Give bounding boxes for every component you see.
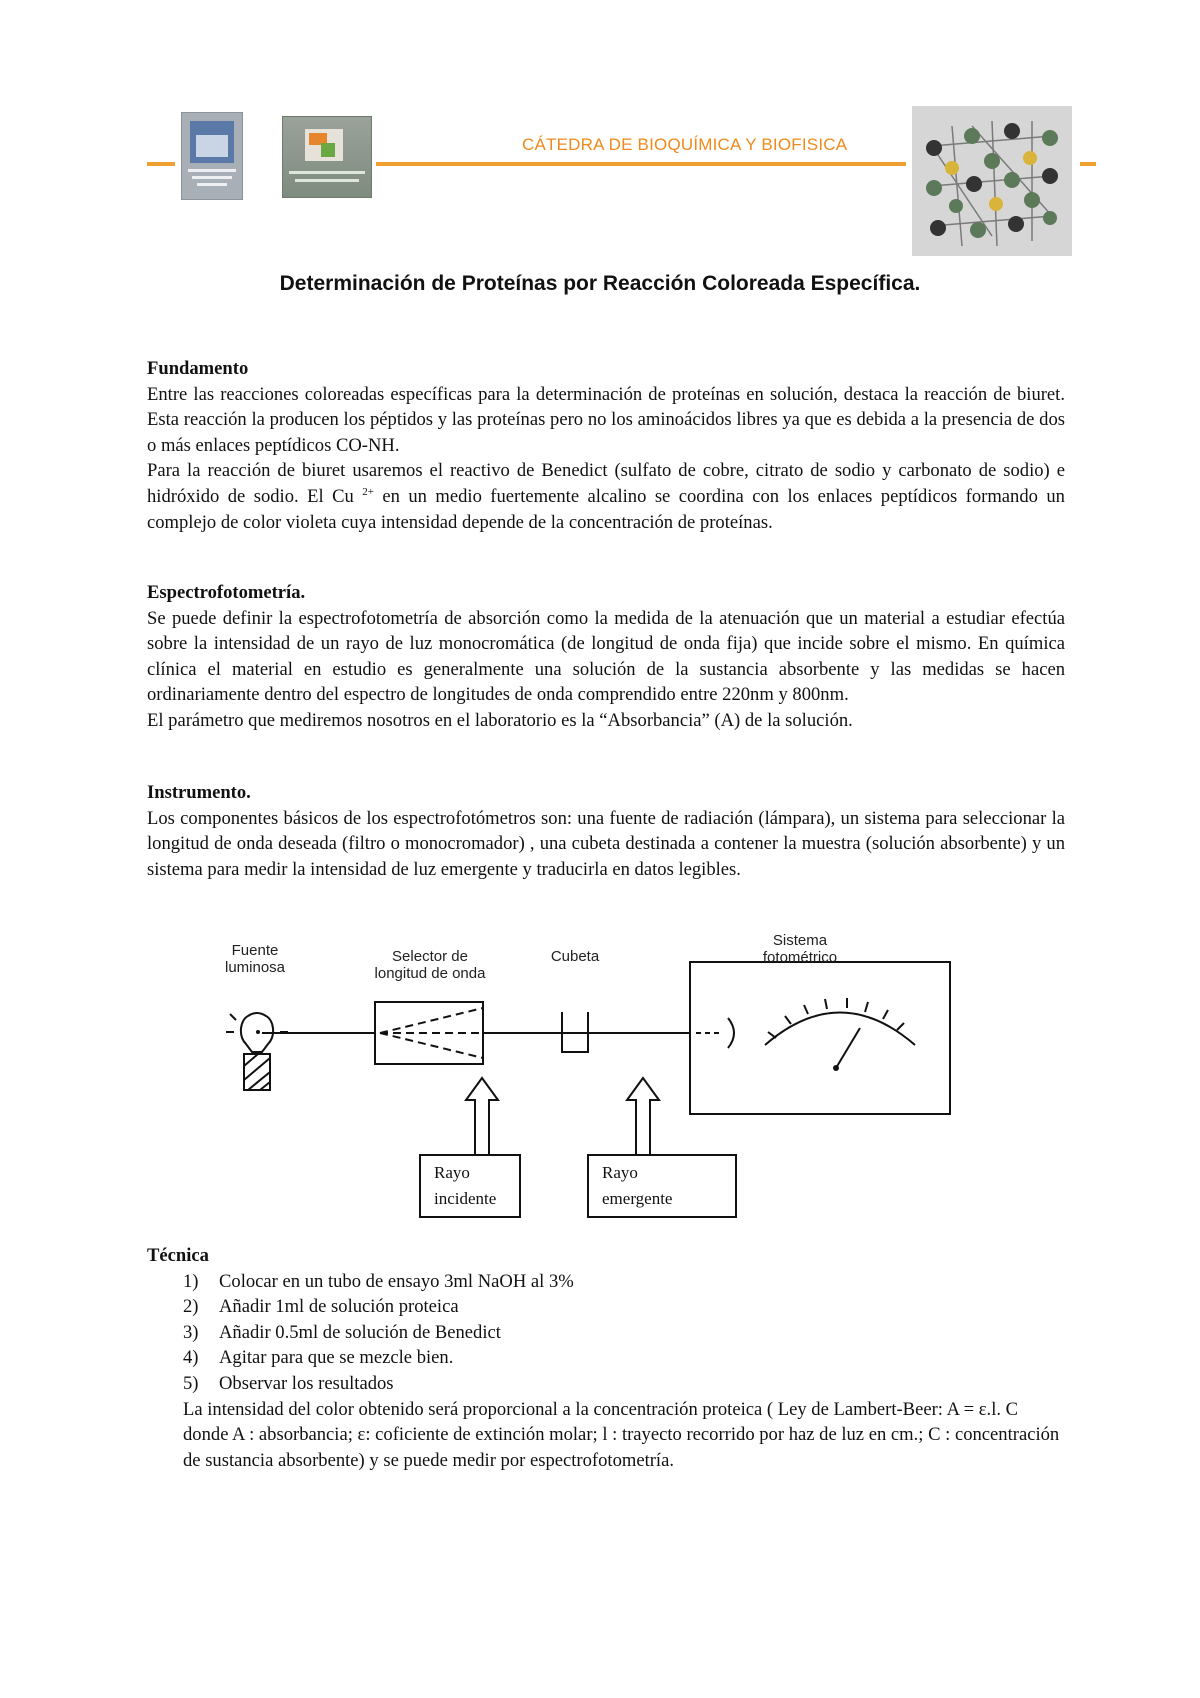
molecular-model-photo <box>912 106 1072 256</box>
fundamento-paragraph-1: Entre las reacciones coloreadas específicas para la determinación de proteínas en solución, destaca la reacción de biuret. Esta reacción la producen los péptidos y las proteínas pero no los aminoácidos libres ya que es debida a la presencia de dos o más enlaces peptídicos CO-NH. <box>147 383 1065 456</box>
education-logo <box>282 116 372 198</box>
espectrofotometria-paragraph-1: Se puede definir la espectrofotometría de absorción como la medida de la atenuación que un material a estudiar efectúa sobre la intensidad de un rayo de luz monocromática (de longitud de onda fija) que incide sobre el mismo. En química clínica el material en estudio es generalmente una solución de la sustancia absorbente y las medidas se hacen ordinariamente dentro del espectro de longitudes de onda comprendido entre 220nm y 800nm. <box>147 607 1065 706</box>
header-rule-mid <box>376 162 906 166</box>
label-fuente: Fuente luminosa <box>224 942 286 976</box>
fundamento-heading: Fundamento <box>147 358 249 379</box>
list-item: 4) Agitar para que se mezcle bien. <box>183 1347 454 1369</box>
tecnica-closing: La intensidad del color obtenido será proporcional a la concentración proteica ( Ley de Lambert-Beer: A = ε.l. C donde A : absorbancia; ε: coficiente de extinción molar; l : trayecto recorrido por haz de luz en cm.; C : concentración de sustancia absorbente) y se puede medir por espectrofotometría. <box>183 1398 1060 1471</box>
label-rayo-emergente: Rayo emergente <box>602 1163 673 1208</box>
spectrophotometer-diagram <box>200 920 1070 1220</box>
list-item: 5) Observar los resultados <box>183 1372 394 1394</box>
fundamento-section <box>147 356 1065 535</box>
tecnica-steps <box>147 1269 1065 1397</box>
university-logo <box>181 112 243 200</box>
tecnica-section <box>147 1243 1065 1473</box>
espectrofotometria-section <box>147 580 1065 734</box>
header-rule-left <box>147 162 175 166</box>
list-item: 1) Colocar en un tubo de ensayo 3ml NaOH al 3% <box>183 1270 574 1292</box>
tecnica-heading: Técnica <box>147 1245 209 1266</box>
instrumento-section <box>147 780 1065 882</box>
label-rayo-incidente: Rayo incidente <box>434 1163 497 1208</box>
espectrofotometria-heading: Espectrofotometría. <box>147 582 306 603</box>
label-selector: Selector de longitud de onda <box>374 948 486 982</box>
instrumento-heading: Instrumento. <box>147 782 251 803</box>
espectrofotometria-paragraph-2: El parámetro que mediremos nosotros en el laboratorio es la “Absorbancia” (A) de la solución. <box>147 709 853 731</box>
label-cubeta: Cubeta <box>550 948 600 965</box>
list-item: 3) Añadir 0.5ml de solución de Benedict <box>183 1321 501 1343</box>
label-sistema: Sistema fotométrico <box>762 932 838 966</box>
page-title: Determinación de Proteínas por Reacción Coloreada Específica. <box>279 272 921 295</box>
fundamento-paragraph-2: Para la reacción de biuret usaremos el reactivo de Benedict (sulfato de cobre, citrato de sodio y carbonato de sodio) e hidróxido de sodio. El Cu $^{2+}$ en un medio fuertemente alcalino se coordina con los enlaces peptídicos formando un complejo de color violeta cuya intensidad depende de la concentración de proteínas. <box>147 460 1065 533</box>
catedra-title: CÁTEDRA DE BIOQUÍMICA Y BIOFISICA <box>522 135 848 154</box>
list-item: 2) Añadir 1ml de solución proteica <box>183 1296 459 1318</box>
header-rule-right <box>1080 162 1096 166</box>
instrumento-paragraph: Los componentes básicos de los espectrofotómetros son: una fuente de radiación (lámpara), un sistema para seleccionar la longitud de onda deseada (filtro o monocromador) , una cubeta destinada a contener la muestra (solución absorbente) y un sistema para medir la intensidad de luz emergente y traducirla en datos legibles. <box>147 807 1065 880</box>
